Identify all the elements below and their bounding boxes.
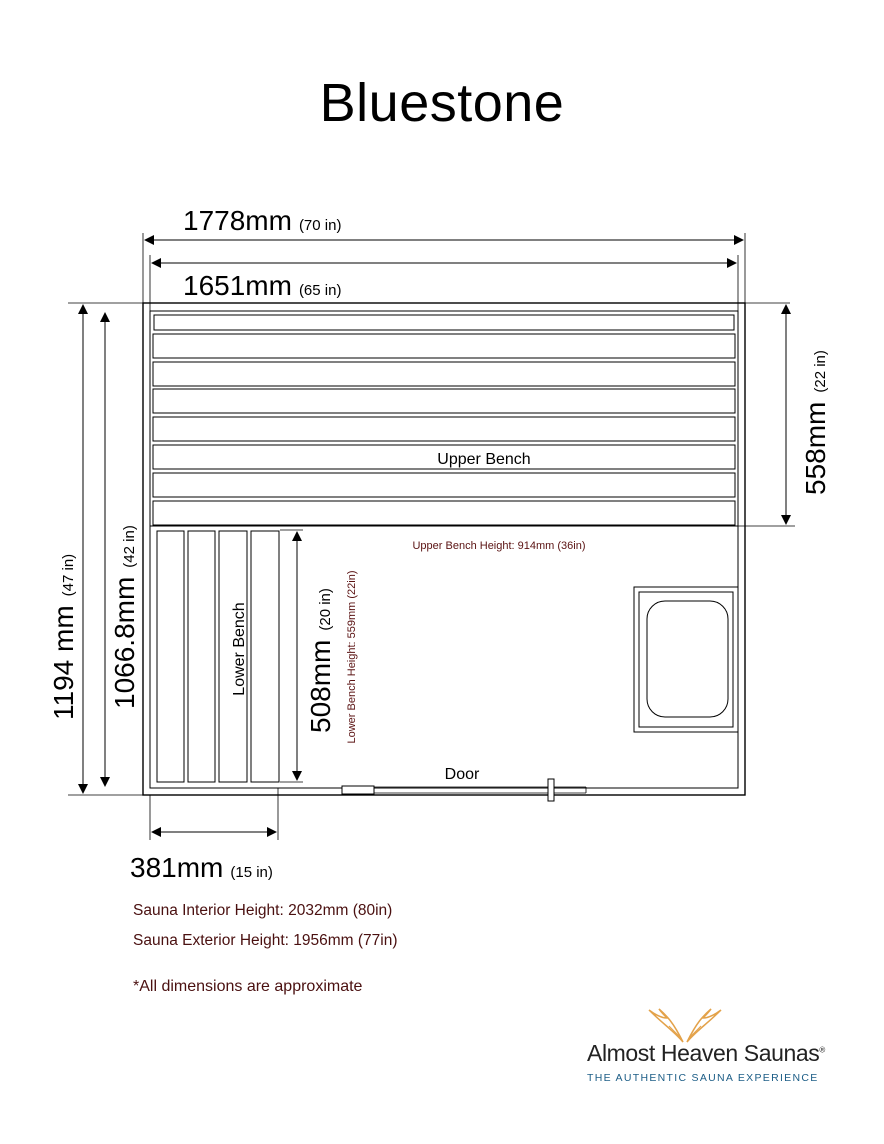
- lower-bench-height-label: Lower Bench Height: 559mm (22in): [346, 570, 358, 744]
- exterior-width-imperial: (70 in): [298, 217, 342, 234]
- lower-bench: [157, 531, 279, 782]
- upper-bench: [153, 315, 735, 525]
- upper-bench-label: Upper Bench: [437, 451, 531, 468]
- upper-bench-slat: [154, 315, 734, 330]
- lower-bench-slat: [251, 531, 279, 782]
- upper-bench-slat: [153, 473, 735, 497]
- lower-bench-label: Lower Bench: [231, 602, 248, 696]
- upper-bench-slat: [153, 362, 735, 386]
- upper-bench-height-label: Upper Bench Height: 914mm (36in): [412, 540, 586, 552]
- interior-width-imperial: (65 in): [298, 282, 342, 299]
- brand-tagline: THE AUTHENTIC SAUNA EXPERIENCE: [587, 1072, 819, 1084]
- door-label: Door: [444, 766, 480, 783]
- trademark-symbol: ®: [819, 1045, 825, 1055]
- door-handle: [548, 779, 554, 801]
- lower-bench-width-imperial: (15 in): [230, 864, 273, 881]
- disclaimer-note: *All dimensions are approximate: [133, 978, 363, 995]
- lower-bench-depth-label: [305, 588, 336, 733]
- exterior-height-note: Sauna Exterior Height: 1956mm (77in): [133, 932, 398, 949]
- exterior-depth-value: 1194 mm: [48, 605, 79, 720]
- exterior-width-label: [183, 205, 341, 236]
- brand-name-text: Almost Heaven Saunas: [587, 1040, 820, 1066]
- upper-bench-slat: [153, 389, 735, 413]
- exterior-width-value: 1778mm: [183, 205, 292, 236]
- heater-inner: [639, 592, 733, 727]
- upper-bench-depth-label: [800, 350, 831, 495]
- upper-bench-slat: [153, 417, 735, 441]
- upper-bench-depth-value: 558mm: [800, 401, 831, 495]
- interior-depth-label: [109, 525, 140, 709]
- upper-bench-slat: [153, 334, 735, 358]
- interior-depth-imperial: (42 in): [121, 525, 138, 568]
- exterior-depth-imperial: (47 in): [60, 553, 77, 597]
- brand-name: [587, 1040, 825, 1067]
- heater-stones: [647, 601, 728, 717]
- lower-bench-depth-value: 508mm: [305, 639, 336, 733]
- exterior-depth-label: [48, 554, 79, 720]
- lower-bench-depth-imperial: (20 in): [317, 588, 334, 631]
- interior-width-value: 1651mm: [183, 270, 292, 301]
- brand-logo: [587, 1008, 827, 1088]
- upper-bench-depth-imperial: (22 in): [812, 350, 829, 393]
- page-title: Bluestone: [319, 73, 565, 133]
- lower-bench-width-label: [130, 852, 273, 883]
- lower-bench-width-value: 381mm: [130, 852, 224, 883]
- lower-bench-slat: [188, 531, 215, 782]
- lower-bench-slat: [157, 531, 184, 782]
- wings-icon: [645, 1008, 725, 1044]
- upper-bench-slat: [153, 501, 735, 525]
- door-hinge: [342, 786, 374, 794]
- interior-width-label: [183, 270, 341, 301]
- interior-depth-value: 1066.8mm: [109, 576, 140, 709]
- interior-height-note: Sauna Interior Height: 2032mm (80in): [133, 902, 393, 919]
- heater: [634, 587, 738, 732]
